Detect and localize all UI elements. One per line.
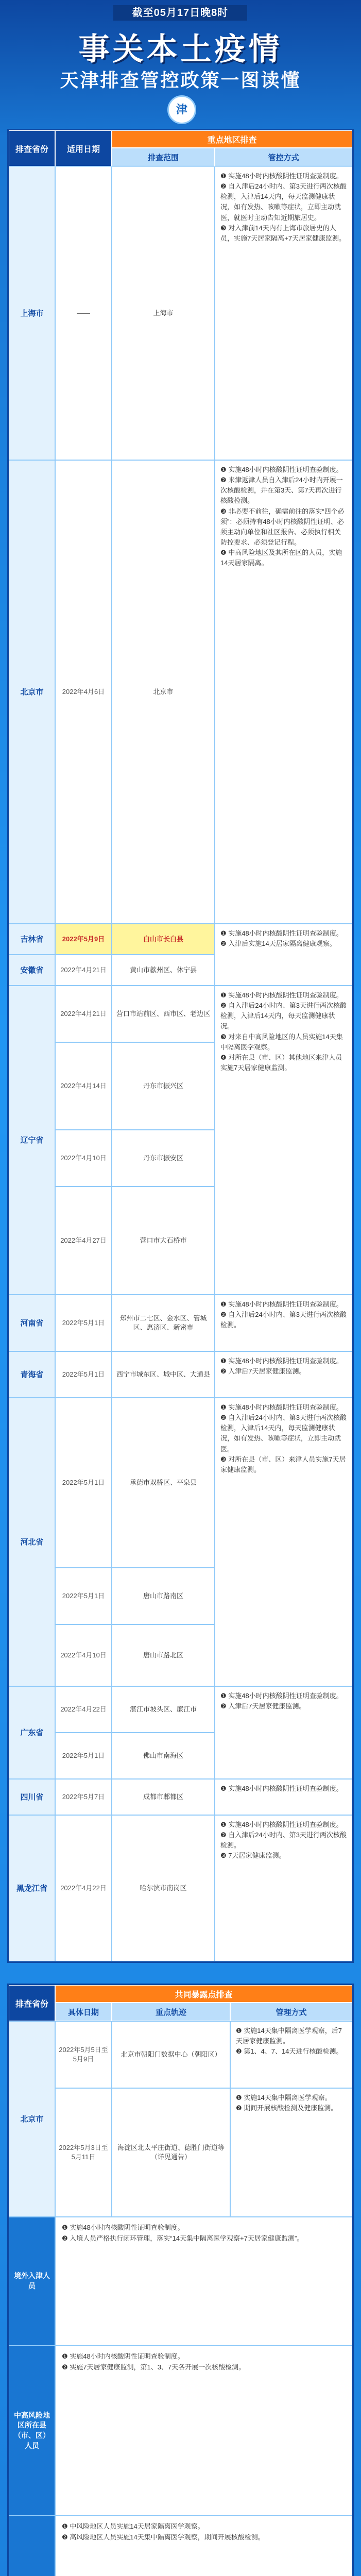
- province-guangdong: 广东省: [9, 1686, 55, 1779]
- col-header-key-region: 重点地区排查: [112, 130, 352, 148]
- measure-sichuan: ❶ 实施48小时内核酸阴性证明查验制度。: [215, 1779, 352, 1815]
- date-guangdong-1: 2022年4月22日: [55, 1686, 112, 1733]
- col-header-date: 适用日期: [55, 130, 112, 166]
- exposure-point-table: [7, 1984, 354, 2576]
- area-liaoning-2: 丹东市振兴区: [112, 1042, 215, 1130]
- province-qinghai: 青海省: [9, 1351, 55, 1398]
- province-anhui: 安徽省: [9, 955, 55, 986]
- date-shanghai: ——: [55, 166, 112, 460]
- measure-shanghai: ❶ 实施48小时内核酸阴性证明查验制度。 ❷ 自入津后24小时内、第3天进行两次核酸检测，入津后14天内，每天监测健康状况，如有发热、咳嗽等症状，立即主动就医，就医时主动告知近期旅居史。 ❸ 对入津前14天内有上海市旅居史的人员，实施7天居家隔离+7天居家健康监测。: [215, 166, 352, 460]
- province-hebei: 河北省: [9, 1398, 55, 1686]
- col-header-exposure: 共同暴露点排查: [55, 1985, 352, 2003]
- tianjin-logo-icon: 津: [167, 95, 196, 124]
- date-liaoning-4: 2022年4月27日: [55, 1187, 112, 1295]
- measure-beijing: ❶ 实施48小时内核酸阴性证明查验制度。 ❷ 来津返津人员自入津后24小时内开展一次核酸检测，并在第3天、第7天再次进行核酸检测。 ❸ 非必要不前往，确需前往的落实“四个必须”：必须持有48小时内核酸阴性证明、必须主动向单位和社区报告、必须执行相关防控要求、必须登记行程。 ❹ 中高风险地区及其所在区的人员，实施14天居家隔离。: [215, 460, 352, 924]
- date-beijing: 2022年4月6日: [55, 460, 112, 924]
- section-text-overseas: ❶ 实施48小时内核酸阴性证明查验制度。 ❷ 入境人员严格执行闭环管理，落实“14天集中隔离医学观察+7天居家健康监测”。: [55, 2217, 352, 2346]
- page-title: 事关本土疫情: [78, 32, 283, 66]
- province-beijing: 北京市: [9, 460, 55, 924]
- date-guangdong-2: 2022年5月1日: [55, 1733, 112, 1779]
- page-subtitle: 天津排查管控政策一图读懂: [60, 70, 301, 91]
- area-jilin: 白山市长白县: [112, 924, 215, 955]
- col-header-province-2: 排查省份: [9, 1985, 55, 2021]
- area-heilongjiang: 哈尔滨市南岗区: [112, 1815, 215, 1961]
- time-1: 2022年5月5日至5月9日: [55, 2021, 112, 2088]
- date-liaoning-3: 2022年4月10日: [55, 1130, 112, 1187]
- key-region-table: [7, 129, 354, 1963]
- area-beijing: 北京市: [112, 460, 215, 924]
- area-liaoning-4: 营口市大石桥市: [112, 1187, 215, 1295]
- date-qinghai: 2022年5月1日: [55, 1351, 112, 1398]
- area-guangdong-2: 佛山市南海区: [112, 1733, 215, 1779]
- measure-hebei: ❶ 实施48小时内核酸阴性证明查验制度。 ❷ 自入津后24小时内、第3天进行两次核酸检测，入津后14天内，每天监测健康状况，如有发热、咳嗽等症状，立即主动就医。 ❸ 对所在县（市、区）来津人员实施7天居家健康监测。: [215, 1398, 352, 1686]
- date-jilin: 2022年5月9日: [55, 924, 112, 955]
- measure-jilin: ❶ 实施48小时内核酸阴性证明查验制度。 ❷ 入津后实施14天居家隔离健康观察。: [215, 924, 352, 986]
- col-header-province: 排查省份: [9, 130, 55, 166]
- measure-henan: ❶ 实施48小时内核酸阴性证明查验制度。 ❷ 自入津后24小时内、第3天进行两次核酸检测。: [215, 1295, 352, 1351]
- province-jilin: 吉林省: [9, 924, 55, 955]
- area-hebei-2: 唐山市路南区: [112, 1568, 215, 1624]
- area-liaoning-3: 丹东市振安区: [112, 1130, 215, 1187]
- province-beijing-2: 北京市: [9, 2021, 55, 2217]
- location-1: 北京市朝阳门数据中心（朝阳区）: [112, 2021, 230, 2088]
- area-shanghai: 上海市: [112, 166, 215, 460]
- date-hebei-3: 2022年4月10日: [55, 1624, 112, 1686]
- section-label-mid-high-county: 中高风险地区所在县（市、区）人员: [9, 2346, 55, 2516]
- manage-1: ❶ 实施14天集中隔离医学观察，后7天居家健康监测。 ❷ 第1、4、7、14天进行核酸检测。: [230, 2021, 352, 2088]
- col-header-location: 重点轨迹: [112, 2003, 230, 2021]
- area-hebei-3: 唐山市路北区: [112, 1624, 215, 1686]
- section-label-mid-high: [9, 2516, 55, 2576]
- date-tag: 截至05月17日晚8时: [113, 5, 247, 21]
- area-hebei-1: 承德市双桥区、平泉县: [112, 1398, 215, 1568]
- col-header-time: 具体日期: [55, 2003, 112, 2021]
- province-sichuan: 四川省: [9, 1779, 55, 1815]
- province-liaoning: 辽宁省: [9, 986, 55, 1295]
- area-qinghai: 西宁市城东区、城中区、大通县: [112, 1351, 215, 1398]
- area-henan: 郑州市二七区、金水区、管城区、惠济区、新密市: [112, 1295, 215, 1351]
- manage-2: ❶ 实施14天集中隔离医学观察。 ❷ 期间开展核酸检测及健康监测。: [230, 2088, 352, 2217]
- province-shanghai: 上海市: [9, 166, 55, 460]
- measure-liaoning: ❶ 实施48小时内核酸阴性证明查验制度。 ❷ 自入津后24小时内、第3天进行两次核酸检测，入津后14天内，每天监测健康状况。 ❸ 对来自中高风险地区的人员实施14天集中隔离医学观察。 ❹ 对所在县（市、区）其他地区来津人员实施7天居家健康监测。: [215, 986, 352, 1295]
- location-2: 海淀区北太平庄街道、德胜门街道等（详见通告）: [112, 2088, 230, 2217]
- area-anhui: 黄山市歙州区、休宁县: [112, 955, 215, 986]
- date-henan: 2022年5月1日: [55, 1295, 112, 1351]
- section-text-mid-high-county: ❶ 实施48小时内核酸阴性证明查验制度。 ❷ 实施7天居家健康监测，第1、3、7天各开展一次核酸检测。: [55, 2346, 352, 2516]
- time-2: 2022年5月3日至5月11日: [55, 2088, 112, 2217]
- date-heilongjiang: 2022年4月22日: [55, 1815, 112, 1961]
- section-text-mid-high: ❶ 中风险地区人员实施14天居家隔离医学观察。 ❷ 高风险地区人员实施14天集中隔离医学观察，期间开展核酸检测。: [55, 2516, 352, 2576]
- measure-qinghai: ❶ 实施48小时内核酸阴性证明查验制度。 ❷ 入津后7天居家健康监测。: [215, 1351, 352, 1398]
- date-anhui: 2022年4月21日: [55, 955, 112, 986]
- date-liaoning-1: 2022年4月21日: [55, 986, 112, 1042]
- measure-heilongjiang: ❶ 实施48小时内核酸阴性证明查验制度。 ❷ 自入津后24小时内、第3天进行两次核酸检测。 ❸ 7天居家健康监测。: [215, 1815, 352, 1961]
- col-header-method: 管控方式: [215, 148, 352, 166]
- province-henan: 河南省: [9, 1295, 55, 1351]
- measure-guangdong: ❶ 实施48小时内核酸阴性证明查验制度。 ❷ 入津后7天居家健康监测。: [215, 1686, 352, 1779]
- date-hebei-2: 2022年5月1日: [55, 1568, 112, 1624]
- area-sichuan: 成都市郫都区: [112, 1779, 215, 1815]
- area-liaoning-1: 营口市站前区、西市区、老边区: [112, 986, 215, 1042]
- date-hebei-1: 2022年5月1日: [55, 1398, 112, 1568]
- date-sichuan: 2022年5月7日: [55, 1779, 112, 1815]
- col-header-scope: 排查范围: [112, 148, 215, 166]
- section-label-overseas: 境外入津人员: [9, 2217, 55, 2346]
- province-heilongjiang: 黑龙江省: [9, 1815, 55, 1961]
- col-header-manage: 管理方式: [230, 2003, 352, 2021]
- date-liaoning-2: 2022年4月14日: [55, 1042, 112, 1130]
- area-guangdong-1: 湛江市坡头区、廉江市: [112, 1686, 215, 1733]
